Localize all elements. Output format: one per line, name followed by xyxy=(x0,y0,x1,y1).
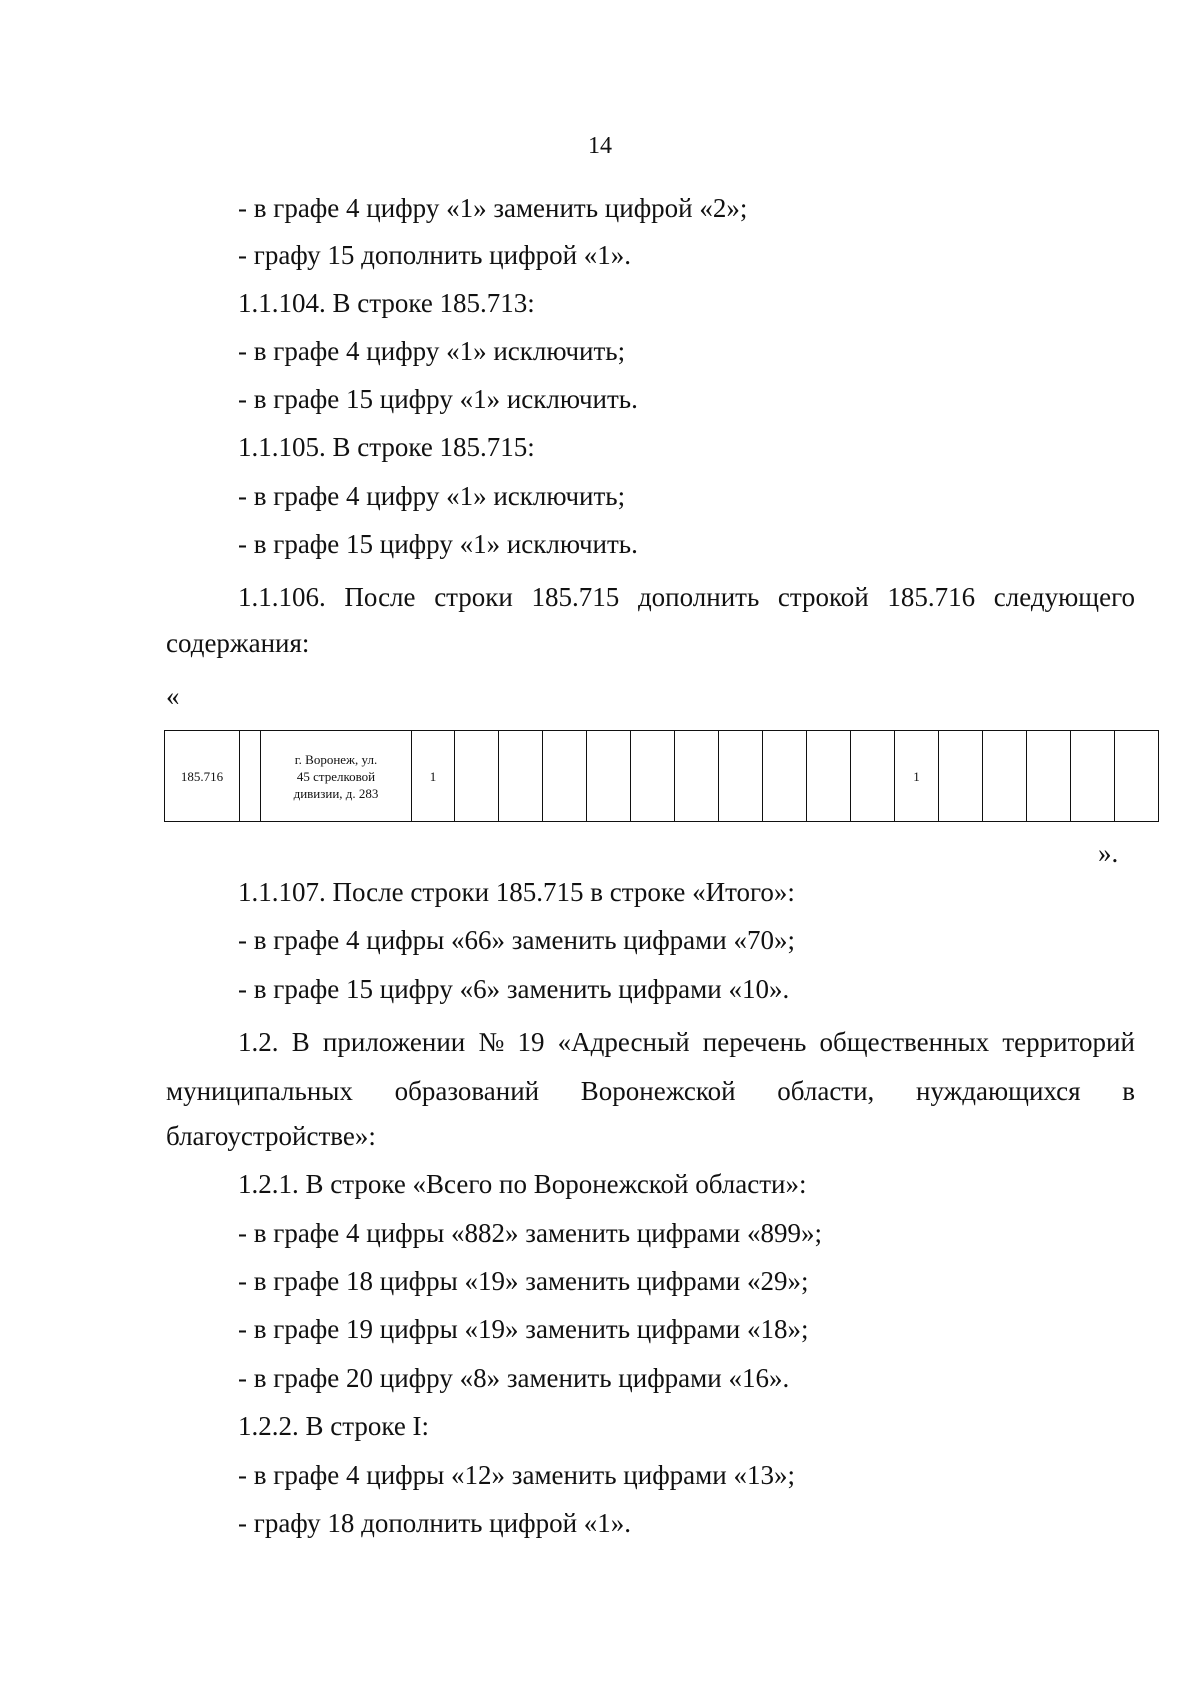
table-cell xyxy=(763,731,807,822)
word: территорий xyxy=(1002,1027,1135,1057)
paragraph-106-line2: содержания: xyxy=(166,628,310,658)
table-cell xyxy=(675,731,719,822)
table-cell xyxy=(983,731,1027,822)
table-cell xyxy=(240,731,261,822)
word: 1.1.106. xyxy=(238,582,326,612)
table-cell xyxy=(455,731,499,822)
page-number: 14 xyxy=(588,133,612,159)
paragraph: 1.1.107. После строки 185.715 в строке «Итого»: xyxy=(238,877,795,907)
paragraph: - в графе 4 цифры «12» заменить цифрами «13»; xyxy=(238,1460,795,1490)
table-cell xyxy=(851,731,895,822)
word: следующего xyxy=(993,582,1135,612)
inserted-row-table xyxy=(164,730,1159,822)
word: области, xyxy=(777,1076,875,1106)
column-15-cell: 1 xyxy=(895,731,939,822)
table-cell xyxy=(1115,731,1159,822)
table-cell xyxy=(939,731,983,822)
word: строкой xyxy=(777,582,869,612)
table-cell xyxy=(499,731,543,822)
column-4-cell: 1 xyxy=(412,731,455,822)
table-cell xyxy=(543,731,587,822)
address-line: дивизии, д. 283 xyxy=(293,785,379,801)
word: муниципальных xyxy=(166,1076,353,1106)
paragraph: 1.2.1. В строке «Всего по Воронежской области»: xyxy=(238,1169,807,1199)
word: в xyxy=(1122,1076,1135,1106)
address-line: г. Воронеж, ул. xyxy=(294,751,378,767)
word: 185.716 xyxy=(887,582,976,612)
table-row xyxy=(165,731,1159,822)
table-cell xyxy=(1027,731,1071,822)
word: нуждающихся xyxy=(916,1076,1081,1106)
quote-open: « xyxy=(166,681,180,711)
word: строки xyxy=(434,582,513,612)
paragraph: - в графе 4 цифры «66» заменить цифрами «70»; xyxy=(238,925,795,955)
table-cell xyxy=(1071,731,1115,822)
paragraph: - в графе 15 цифру «6» заменить цифрами «10». xyxy=(238,974,790,1004)
word: Воронежской xyxy=(580,1076,736,1106)
word: приложении xyxy=(322,1027,466,1057)
paragraph: - графу 15 дополнить цифрой «1». xyxy=(238,240,632,270)
word: перечень xyxy=(702,1027,807,1057)
paragraph: 1.1.104. В строке 185.713: xyxy=(238,288,535,318)
table-cell xyxy=(631,731,675,822)
address-line: 45 стрелковой xyxy=(296,768,376,784)
table-cell xyxy=(807,731,851,822)
paragraph: - в графе 15 цифру «1» исключить. xyxy=(238,529,638,559)
quote-close: ». xyxy=(1098,838,1119,868)
word: «Адресный xyxy=(557,1027,690,1057)
word: образований xyxy=(394,1076,540,1106)
table-cell xyxy=(719,731,763,822)
table-cell xyxy=(587,731,631,822)
paragraph: - в графе 4 цифру «1» исключить; xyxy=(238,336,626,366)
paragraph: - в графе 18 цифры «19» заменить цифрами «29»; xyxy=(238,1266,809,1296)
paragraph-106-line1 xyxy=(238,580,1135,614)
word: общественных xyxy=(819,1027,990,1057)
word: 185.715 xyxy=(531,582,620,612)
word: После xyxy=(344,582,416,612)
word: дополнить xyxy=(637,582,760,612)
address-cell xyxy=(261,731,412,822)
paragraph: - в графе 4 цифру «1» заменить цифрой «2»; xyxy=(238,193,748,223)
word: 19 xyxy=(517,1027,545,1057)
word: 1.2. xyxy=(238,1027,279,1057)
paragraph: - в графе 20 цифру «8» заменить цифрами «16». xyxy=(238,1363,790,1393)
paragraph: - в графе 19 цифры «19» заменить цифрами «18»; xyxy=(238,1314,809,1344)
word: В xyxy=(291,1027,310,1057)
word: № xyxy=(478,1027,505,1057)
paragraph: - в графе 4 цифру «1» исключить; xyxy=(238,481,626,511)
paragraph: 1.1.105. В строке 185.715: xyxy=(238,432,535,462)
paragraph-12-line2 xyxy=(166,1074,1135,1108)
paragraph: 1.2.2. В строке I: xyxy=(238,1411,430,1441)
paragraph: - в графе 15 цифру «1» исключить. xyxy=(238,384,638,414)
paragraph-12-line1 xyxy=(238,1025,1135,1059)
paragraph: - в графе 4 цифры «882» заменить цифрами «899»; xyxy=(238,1218,822,1248)
row-number-cell: 185.716 xyxy=(165,731,240,822)
paragraph-12-line3: благоустройстве»: xyxy=(166,1121,376,1151)
paragraph: - графу 18 дополнить цифрой «1». xyxy=(238,1508,632,1538)
